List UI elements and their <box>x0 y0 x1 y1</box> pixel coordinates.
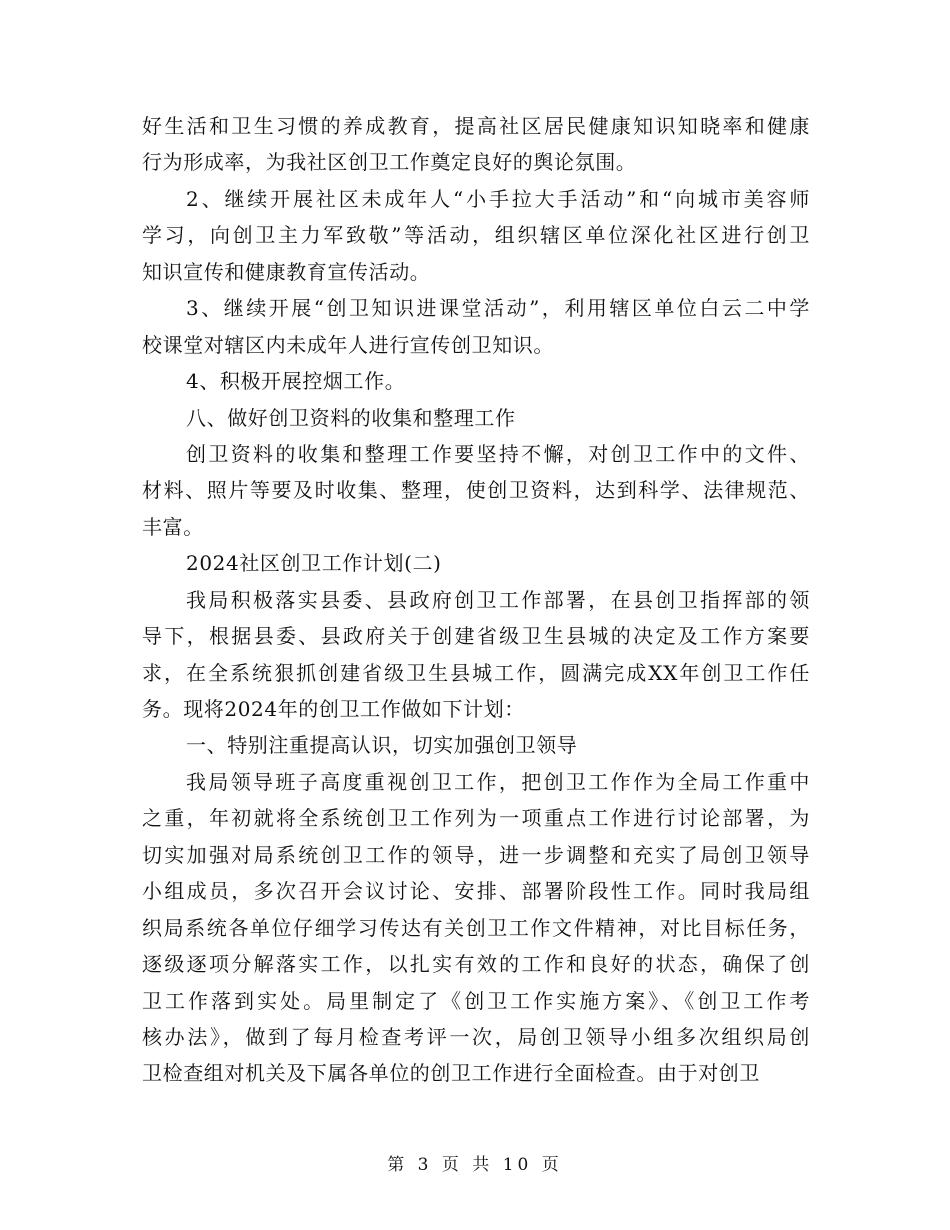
text-line: 4、积极开展控烟工作。 <box>186 369 406 394</box>
paragraph <box>142 727 810 763</box>
text-line: 学习，向创卫主力军致敬”等活动，组织辖区单位深化社区进行创卫 <box>142 223 810 248</box>
text-line: 创卫资料的收集和整理工作要坚持不懈，对创卫工作中的文件、 <box>186 441 810 466</box>
text-line: 一、特别注重提高认识，切实加强创卫领导 <box>186 733 578 758</box>
paragraph <box>142 290 810 363</box>
paragraph <box>142 400 810 436</box>
text-line: 逐级逐项分解落实工作，以扎实有效的工作和良好的状态，确保了创 <box>142 952 810 977</box>
text-line: 2、继续开展社区未成年人“小手拉大手活动”和“向城市美容师 <box>186 186 810 211</box>
text-line: 八、做好创卫资料的收集和整理工作 <box>186 405 516 430</box>
text-line: 丰富。 <box>142 514 204 539</box>
text-line: 小组成员，多次召开会议讨论、安排、部署阶段性工作。同时我局组 <box>142 879 810 904</box>
paragraph <box>142 545 810 581</box>
text-line: 2024社区创卫工作计划(二) <box>186 551 442 576</box>
paragraph <box>142 363 810 399</box>
text-line: 导下，根据县委、县政府关于创建省级卫生县城的决定及工作方案要 <box>142 624 810 649</box>
text-line: 我局领导班子高度重视创卫工作，把创卫工作作为全局工作重中 <box>186 769 810 794</box>
paragraph <box>142 436 810 545</box>
text-line: 求，在全系统狠抓创建省级卫生县城工作，圆满完成XX年创卫工作任 <box>142 660 810 685</box>
text-line: 好生活和卫生习惯的养成教育，提高社区居民健康知识知晓率和健康 <box>142 114 810 138</box>
text-line: 知识宣传和健康教育宣传活动。 <box>142 259 431 284</box>
text-line: 材料、照片等要及时收集、整理，使创卫资料，达到科学、法律规范、 <box>142 478 810 503</box>
page-footer: 第 3 页 共 10 页 <box>387 1155 563 1175</box>
text-line: 务。现将2024年的创卫工作做如下计划： <box>142 697 525 721</box>
paragraph <box>142 582 810 728</box>
text-line: 之重，年初就将全系统创卫工作列为一项重点工作进行讨论部署，为 <box>142 806 810 831</box>
text-line: 卫检查组对机关及下属各单位的创卫工作进行全面检查。由于对创卫 <box>142 1061 760 1086</box>
text-line: 我局积极落实县委、县政府创卫工作部署，在县创卫指挥部的领 <box>186 587 810 612</box>
text-line: 织局系统各单位仔细学习传达有关创卫工作文件精神，对比目标任务， <box>142 915 810 940</box>
text-line: 校课堂对辖区内未成年人进行宣传创卫知识。 <box>142 332 554 357</box>
paragraph <box>142 181 810 290</box>
document-body <box>142 108 810 1092</box>
paragraph <box>142 108 810 181</box>
text-line: 行为形成率，为我社区创卫工作奠定良好的舆论氛围。 <box>142 150 637 175</box>
text-line: 卫工作落到实处。局里制定了《创卫工作实施方案》、《创卫工作考 <box>142 988 810 1013</box>
text-line: 3、继续开展“创卫知识进课堂活动”，利用辖区单位白云二中学 <box>186 296 810 321</box>
paragraph <box>142 764 810 1092</box>
text-line: 核办法》，做到了每月检查考评一次，局创卫领导小组多次组织局创 <box>142 1024 810 1049</box>
text-line: 切实加强对局系统创卫工作的领导，进一步调整和充实了局创卫领导 <box>142 842 810 867</box>
